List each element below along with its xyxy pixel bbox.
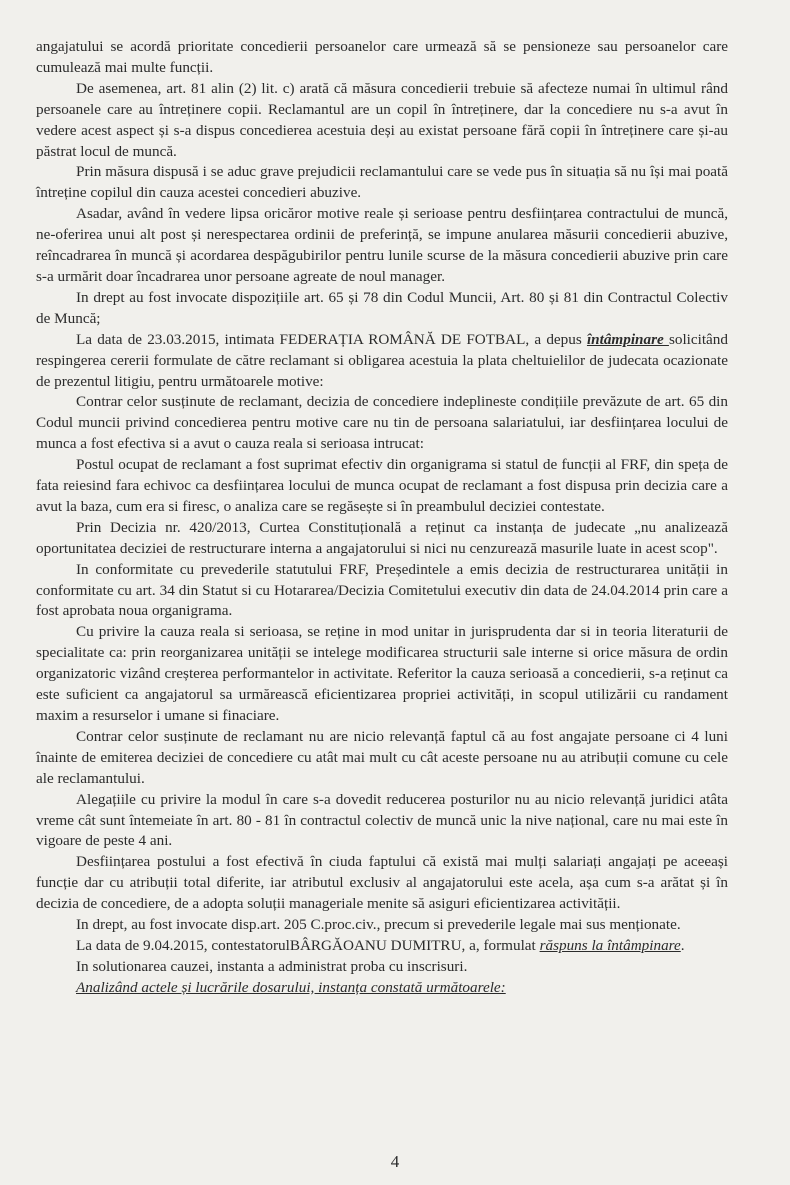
- paragraph-16-end: .: [680, 936, 685, 954]
- paragraph-9: Prin Decizia nr. 420/2013, Curtea Constituțională a reținut ca instanța de judecate „nu analizează oportunitatea deciziei de restructurare interna a angajatorului si nici nu cenzurează masurile luate in acest scop".: [36, 518, 728, 557]
- paragraph-4: Asadar, având în vedere lipsa oricăror motive reale și serioase pentru desființarea contractului de muncă, ne-oferirea unui alt post și nerespectarea ordinii de preferință, se impune anularea măsurii concedierii abuzive, reîncadrarea în muncă și acordarea despăgubirilor pentru lunile scurse de la măsura concedierii abuzive prin care s-a urmărit doar încadrarea unor persoane agreate de noul manager.: [36, 205, 728, 285]
- paragraph-17: In solutionarea cauzei, instanta a administrat proba cu inscrisuri.: [76, 957, 468, 975]
- paragraph-6: [36, 330, 728, 393]
- paragraph-11: Cu privire la cauza reala si serioasa, se reține in mod unitar in jurisprudenta dar si in teoria literaturii de specialitate ca: prin reorganizarea unității se intelege modificarea structurii sale interne si orice măsura de ordin organizatoric vizând creșterea performantelor in activitate. Referitor la cauza serioasă a concedierii, s-a reținut ca este suficient ca angajatorul sa urmărească eficientizarea propriei activități, in scopul utilizării cu randament maxim a resurselor i umane si finaciare.: [36, 623, 728, 724]
- paragraph-6-start: La data de 23.03.2015, intimata FEDERAȚIA ROMÂNĂ DE FOTBAL, a depus: [76, 330, 587, 348]
- paragraph-16: [36, 936, 728, 957]
- document-body: [36, 37, 728, 999]
- intampinare-heading: întâmpinare: [586, 330, 669, 348]
- paragraph-2: De asemenea, art. 81 alin (2) lit. c) arată că măsura concedierii trebuie să afecteze numai în ultimul rând persoanele care au întreținere copii. Reclamantul are un copil în întreținere, dar la concediere nu s-a avut în vedere acest aspect și s-a dispus concedierea acestuia deși au existat persoane fără copii în întreținere care și-au păstrat locul de muncă.: [36, 79, 728, 160]
- analysis-heading: Analizând actele și lucrările dosarului, instanța constată următoarele:: [76, 978, 506, 996]
- paragraph-8: Postul ocupat de reclamant a fost suprimat efectiv din organigrama si statul de funcții al FRF, din speța de fata reiesind fara echivoc ca desființarea locului de munca ocupat de reclamant a fost dispusa prin decizia care a avut la baza, cum era si firesc, o analiza care se regăsește si în preambulul deciziei contestate.: [36, 456, 728, 515]
- paragraph-6-end: solicitând respingerea cererii formulate de către reclamant si obligarea acestuia la plata cheltuielilor de judecata ocazionate de prezentul litigiu, pentru următoarele motive:: [36, 330, 728, 390]
- page-number: 4: [390, 1152, 400, 1171]
- paragraph-16-start: La data de 9.04.2015, contestatorulBÂRGĂOANU DUMITRU, a, formulat: [76, 936, 540, 954]
- paragraph-10: In conformitate cu prevederile statutului FRF, Președintele a emis decizia de restructurarea unității in conformitate cu art. 34 din Statut si cu Hotararea/Decizia Comitetului executiv din data de 24.04.2014 prin care a fost aprobata noua organigrama.: [36, 560, 728, 620]
- paragraph-5: In drept au fost invocate dispozițiile art. 65 și 78 din Codul Muncii, Art. 80 și 81 din Contractul Colectiv de Muncă;: [36, 288, 728, 327]
- paragraph-12: Contrar celor susținute de reclamant nu are nicio relevanță faptul că au fost angajate persoane ci 4 luni înainte de emiterea deciziei de concediere cu atât mai mult cu cât aceste persoane nu au atribuții comune cu cele ale reclamantului.: [36, 727, 728, 787]
- raspuns-heading: răspuns la întâmpinare: [539, 936, 681, 954]
- paragraph-3: Prin măsura dispusă i se aduc grave prejudicii reclamantului care se vede pus în situația să nu își mai poată întreține copilul din cauza acestei concedieri abuzive.: [36, 163, 728, 202]
- paragraph-15: In drept, au fost invocate disp.art. 205 C.proc.civ., precum si prevederile legale mai sus menționate.: [76, 916, 681, 934]
- paragraph-7: Contrar celor susținute de reclamant, decizia de concediere indeplineste condițiile prevăzute de art. 65 din Codul muncii privind concedierea pentru motive care nu tin de persoana salariatului, iar desființarea locului de munca a fost efectiva si a avut o cauza reala si serioasa intrucat:: [36, 393, 728, 453]
- paragraph-13: Alegațiile cu privire la modul în care s-a dovedit reducerea posturilor nu au nicio relevanță juridici atâta vreme cât sunt întemeiate în art. 80 - 81 în contractul colectiv de muncă unic la nive național, care nu mai este în vigoare de peste 4 ani.: [36, 790, 728, 850]
- paragraph-1: angajatului se acordă prioritate concedierii persoanelor care urmează să se pensioneze sau persoanelor care cumulează mai multe funcții.: [36, 38, 728, 76]
- paragraph-14: Desființarea postului a fost efectivă în ciuda faptului că există mai mulți salariați angajați pe aceeași funcție dar cu atribuții total diferite, iar atributul exclusiv al angajatorului este acela, așa cum s-a arătat și în decizia de concediere, de a adopta soluții manageriale menite să asiguri eficientizarea activității.: [36, 853, 728, 913]
